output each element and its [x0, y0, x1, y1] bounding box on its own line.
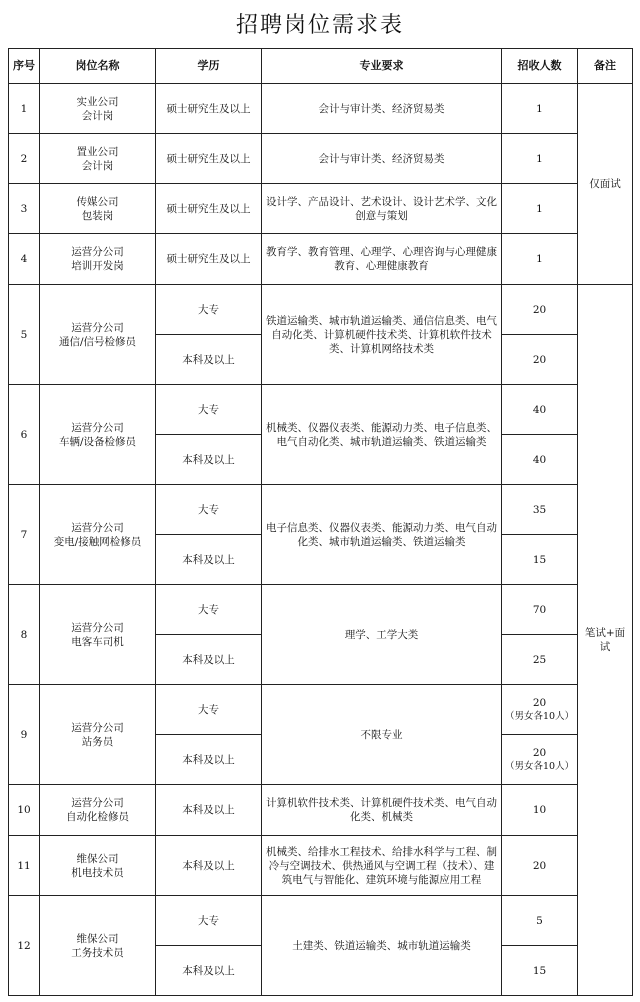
row-count: 1 — [502, 134, 578, 184]
row-education: 本科及以上 — [156, 635, 262, 685]
row-major: 不限专业 — [262, 685, 502, 785]
company-name: 传媒公司 — [76, 195, 119, 208]
row-position — [40, 285, 156, 385]
job-name: 通信/信号检修员 — [58, 335, 137, 348]
note-cell: 笔试+面试 — [578, 285, 633, 996]
row-major: 设计学、产品设计、艺术设计、设计艺术学、文化创意与策划 — [262, 184, 502, 234]
row-count: 40 — [502, 385, 578, 435]
row-index: 4 — [9, 234, 40, 285]
count-note: （男女各10人） — [505, 761, 575, 772]
job-name: 工务技术员 — [71, 946, 124, 959]
row-education: 硕士研究生及以上 — [156, 84, 262, 134]
row-count: 1 — [502, 84, 578, 134]
row-position — [40, 385, 156, 485]
row-education: 本科及以上 — [156, 335, 262, 385]
row-index: 10 — [9, 785, 40, 836]
row-index: 1 — [9, 84, 40, 134]
row-education: 本科及以上 — [156, 435, 262, 485]
header-row — [9, 49, 633, 84]
row-education: 大专 — [156, 685, 262, 735]
row-index: 9 — [9, 685, 40, 785]
job-name: 会计岗 — [81, 159, 114, 172]
job-name: 机电技术员 — [71, 866, 124, 879]
job-name: 车辆/设备检修员 — [58, 435, 137, 448]
row-count: 10 — [502, 785, 578, 836]
row-major: 电子信息类、仪器仪表类、能源动力类、电气自动化类、城市轨道运输类、铁道运输类 — [262, 485, 502, 585]
company-name: 维保公司 — [76, 932, 119, 945]
header-education: 学历 — [156, 49, 262, 84]
table-row — [9, 836, 633, 896]
row-index: 12 — [9, 896, 40, 996]
row-education: 硕士研究生及以上 — [156, 184, 262, 234]
note-cell: 仅面试 — [578, 84, 633, 285]
row-count — [502, 685, 578, 735]
row-count: 20 — [502, 285, 578, 335]
row-index: 11 — [9, 836, 40, 896]
job-name: 电客车司机 — [71, 635, 124, 648]
table-row — [9, 184, 633, 234]
recruitment-table — [8, 48, 633, 996]
row-position — [40, 485, 156, 585]
row-education: 本科及以上 — [156, 735, 262, 785]
header-note: 备注 — [578, 49, 633, 84]
row-education: 大专 — [156, 585, 262, 635]
job-name: 站务员 — [81, 735, 114, 748]
row-major: 土建类、铁道运输类、城市轨道运输类 — [262, 896, 502, 996]
row-count: 35 — [502, 485, 578, 535]
row-index: 8 — [9, 585, 40, 685]
table-row — [9, 785, 633, 836]
row-education: 本科及以上 — [156, 946, 262, 996]
row-index: 7 — [9, 485, 40, 585]
row-count: 1 — [502, 234, 578, 285]
row-count: 5 — [502, 896, 578, 946]
header-major: 专业要求 — [262, 49, 502, 84]
company-name: 运营分公司 — [71, 721, 124, 734]
row-position — [40, 585, 156, 685]
header-count: 招收人数 — [502, 49, 578, 84]
table-row — [9, 685, 633, 735]
job-name: 自动化检修员 — [66, 811, 129, 823]
table-row — [9, 234, 633, 285]
row-count: 20 — [502, 836, 578, 896]
table-row — [9, 84, 633, 134]
row-education: 硕士研究生及以上 — [156, 134, 262, 184]
job-name: 会计岗 — [81, 109, 114, 122]
job-name: 包装岗 — [81, 209, 114, 222]
count-value: 20 — [532, 697, 547, 709]
company-name: 实业公司 — [76, 95, 119, 108]
row-education: 大专 — [156, 485, 262, 535]
header-index: 序号 — [9, 49, 40, 84]
row-index: 3 — [9, 184, 40, 234]
table-row — [9, 585, 633, 635]
row-index: 2 — [9, 134, 40, 184]
row-count: 70 — [502, 585, 578, 635]
table-row — [9, 285, 633, 335]
row-count — [502, 735, 578, 785]
row-count: 15 — [502, 535, 578, 585]
company-name: 运营分公司 — [71, 521, 124, 534]
row-major: 教育学、教育管理、心理学、心理咨询与心理健康教育、心理健康教育 — [262, 234, 502, 285]
row-education: 大专 — [156, 896, 262, 946]
company-name: 维保公司 — [76, 852, 119, 865]
row-position — [40, 896, 156, 996]
table-row — [9, 385, 633, 435]
row-position — [40, 184, 156, 234]
row-major: 会计与审计类、经济贸易类 — [262, 134, 502, 184]
row-count: 40 — [502, 435, 578, 485]
row-position — [40, 836, 156, 896]
company-name: 运营分公司 — [71, 246, 124, 258]
row-count: 25 — [502, 635, 578, 685]
row-major: 理学、工学大类 — [262, 585, 502, 685]
job-name: 培训开发岗 — [71, 260, 124, 272]
row-position — [40, 685, 156, 785]
row-major: 会计与审计类、经济贸易类 — [262, 84, 502, 134]
row-position — [40, 84, 156, 134]
company-name: 运营分公司 — [71, 321, 124, 334]
table-row — [9, 485, 633, 535]
row-major: 铁道运输类、城市轨道运输类、通信信息类、电气自动化类、计算机硬件技术类、计算机软件技术类、计算机网络技术类 — [262, 285, 502, 385]
company-name: 置业公司 — [76, 145, 119, 158]
company-name: 运营分公司 — [71, 621, 124, 634]
row-education: 本科及以上 — [156, 785, 262, 836]
page-title: 招聘岗位需求表 — [235, 13, 404, 38]
job-name: 变电/接触网检修员 — [53, 535, 142, 548]
table-row — [9, 896, 633, 946]
count-note: （男女各10人） — [505, 711, 575, 722]
row-position — [40, 785, 156, 836]
company-name: 运营分公司 — [71, 797, 124, 809]
count-value: 20 — [532, 747, 547, 759]
row-position — [40, 134, 156, 184]
row-education: 本科及以上 — [156, 836, 262, 896]
company-name: 运营分公司 — [71, 421, 124, 434]
row-education: 硕士研究生及以上 — [156, 234, 262, 285]
row-education: 本科及以上 — [156, 535, 262, 585]
table-row — [9, 134, 633, 184]
row-position — [40, 234, 156, 285]
row-education: 大专 — [156, 385, 262, 435]
row-index: 6 — [9, 385, 40, 485]
header-position: 岗位名称 — [40, 49, 156, 84]
row-education: 大专 — [156, 285, 262, 335]
row-major: 机械类、仪器仪表类、能源动力类、电子信息类、电气自动化类、城市轨道运输类、铁道运输类 — [262, 385, 502, 485]
row-count: 15 — [502, 946, 578, 996]
row-count: 1 — [502, 184, 578, 234]
row-major: 机械类、给排水工程技术、给排水科学与工程、制冷与空调技术、供热通风与空调工程（技术）、建筑电气与智能化、建筑环境与能源应用工程 — [262, 836, 502, 896]
row-index: 5 — [9, 285, 40, 385]
row-major: 计算机软件技术类、计算机硬件技术类、电气自动化类、机械类 — [262, 785, 502, 836]
row-count: 20 — [502, 335, 578, 385]
